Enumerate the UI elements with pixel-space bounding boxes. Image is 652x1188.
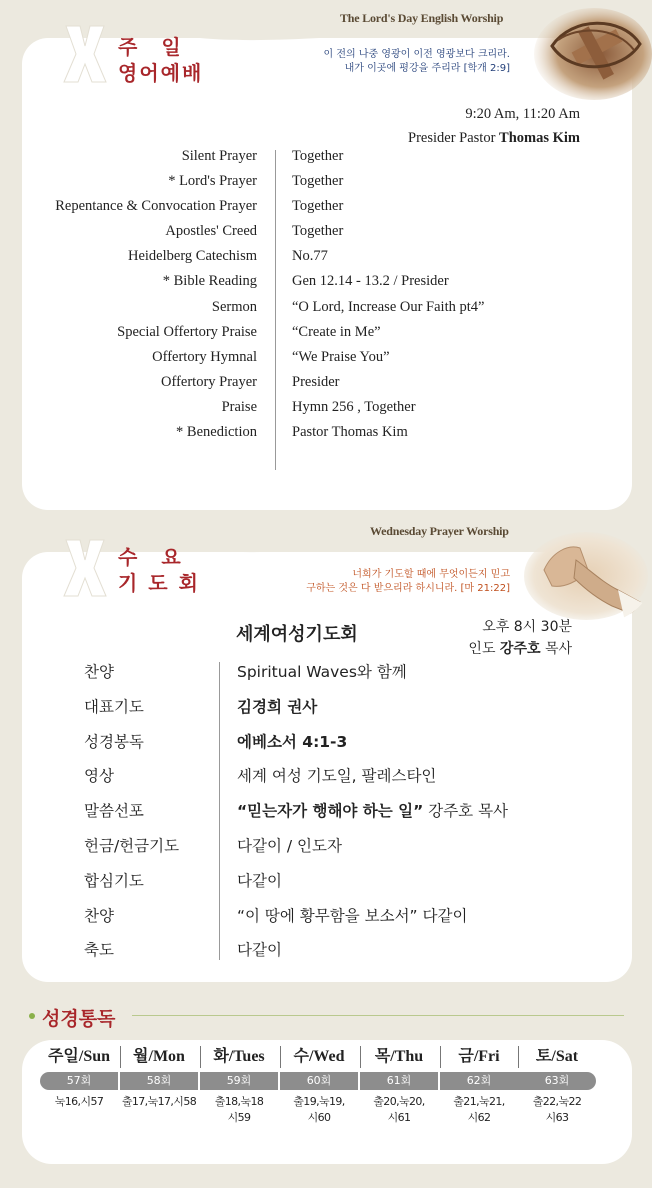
day-mon: 월/Mon 58회 출17,눅17,시58 (121, 1048, 197, 1108)
list-item: 헌금/헌금기도 다같이 / 인도자 (84, 836, 342, 855)
list-item: 합심기도 다같이 (84, 871, 282, 890)
wednesday-event-title: 세계여성기도회 (236, 624, 358, 645)
list-item: 영상 세계 여성 기도일, 팔레스타인 (84, 767, 437, 786)
list-item: 말씀선포 “믿는자가 행해야 하는 일” 강주호 목사 (84, 802, 509, 821)
day-wed: 수/Wed 60회 출19,눅19, 시60 (280, 1046, 358, 1126)
day-tue: 화/Tues 59회 출18,눅18 시59 (200, 1046, 278, 1126)
day-sat: 토/Sat 63회 출22,눅22 시63 (518, 1046, 596, 1126)
list-item: Offertory Hymnal “We Praise You” (152, 348, 390, 365)
sunday-order-list (0, 148, 652, 449)
day-fri: 금/Fri 62회 출21,눅21, 시62 (440, 1046, 518, 1126)
bible-reading-heading: 성경통독 (42, 1008, 116, 1030)
list-item: Silent Prayer Together (181, 148, 344, 164)
list-item: Offertory Prayer Presider (161, 373, 340, 390)
list-item: 축도 다같이 (84, 941, 282, 960)
wednesday-verse: 너희가 기도할 때에 무엇이든지 믿고 구하는 것은 다 받으리라 하시니라. [마 21:22] (306, 569, 510, 594)
list-item: Repentance & Convocation Prayer Together (55, 198, 344, 215)
list-item: Heidelberg Catechism No.77 (128, 248, 328, 265)
sunday-title: 주 일 영어예배 (118, 35, 204, 85)
list-item: 대표기도 김경희 권사 (84, 697, 318, 716)
sunday-time: 9:20 Am, 11:20 Am (465, 106, 580, 122)
wednesday-time: 오후 8시 30분 (482, 619, 572, 635)
divider-line (132, 1015, 624, 1016)
wednesday-caption: Wednesday Prayer Worship (370, 524, 509, 538)
x-mark-icon (62, 24, 108, 84)
crown-of-thorns-image (532, 6, 652, 102)
wednesday-leader: 인도 강주호 목사 (468, 641, 572, 657)
list-item: Praise Hymn 256 , Together (221, 398, 416, 415)
day-thu: 목/Thu 61회 출20,눅20, 시61 (360, 1046, 438, 1126)
list-item: * Lord's Prayer Together (168, 173, 344, 190)
list-item: Special Offertory Praise “Create in Me” (117, 323, 381, 340)
list-item: Apostles' Creed Together (165, 223, 344, 240)
x-mark-icon (62, 538, 108, 598)
list-item: 찬양 Spiritual Waves와 함께 (84, 663, 407, 681)
sunday-presider: Presider Pastor Thomas Kim (408, 130, 580, 146)
list-item: Sermon “O Lord, Increase Our Faith pt4” (211, 298, 485, 315)
wednesday-order-list (0, 660, 652, 973)
wednesday-title: 수 요 기 도 회 (118, 545, 200, 595)
list-item: 찬양 “이 땅에 황무함을 보소서” 다같이 (84, 906, 468, 925)
day-sun: 주일/Sun 57회 눅16,시57 (40, 1046, 118, 1110)
sunday-verse: 이 전의 나중 영광이 이전 영광보다 크리라. 내가 이곳에 평강을 주리라 [학개 2:9] (323, 49, 510, 74)
bullet-dot-icon (29, 1013, 35, 1019)
list-item: 성경봉독 에베소서 4:1-3 (84, 732, 348, 751)
praying-hands-image (522, 530, 652, 626)
list-item: * Benediction Pastor Thomas Kim (176, 424, 408, 441)
list-item: * Bible Reading Gen 12.14 - 13.2 / Presider (162, 273, 449, 290)
sunday-caption: The Lord's Day English Worship (340, 11, 504, 25)
